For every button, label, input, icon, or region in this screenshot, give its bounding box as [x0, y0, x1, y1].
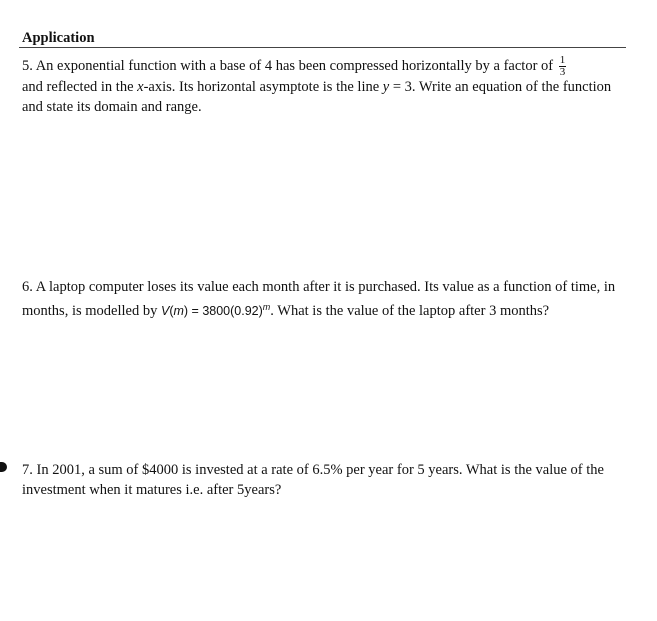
q6-formula-rhs: = 3800(0.92)	[188, 303, 263, 318]
q5-var-x: x	[137, 79, 144, 95]
q6-formula-arg: m	[173, 303, 184, 318]
section-heading: Application	[22, 30, 95, 46]
q6-formula-open: (	[169, 303, 174, 318]
q7-text: 7. In 2001, a sum of $4000 is invested at a rate of 6.5% per year for 5 years. What is the value of the investment when it matures i.e. after 5years?	[22, 462, 604, 498]
q6-formula	[160, 301, 271, 318]
question-5	[22, 55, 620, 117]
q5-fraction-numerator: 1	[559, 54, 566, 66]
question-7	[22, 461, 620, 500]
q6-tail: . What is the value of the laptop after 3 months?	[270, 302, 550, 319]
q5-lead: 5. An exponential function with a base of 4 has been compressed horizontally by a factor of	[22, 57, 554, 74]
q5-part3: -axis. Its horizontal asymptote is the line	[143, 79, 383, 95]
q5-part4: Write an equation of the function and state its domain and range.	[22, 79, 612, 115]
q6-formula-exponent: m	[262, 301, 271, 312]
q6-lead: 6. A laptop computer loses its value each month after it is purchased. Its value as a function of time, in months, is modelled by	[22, 279, 616, 319]
q6-formula-fn: V	[160, 303, 170, 318]
question-6	[22, 278, 620, 321]
q6-formula-close: )	[183, 303, 189, 318]
q5-var-y: y	[382, 79, 390, 95]
q5-eq: = 3.	[389, 79, 416, 95]
q5-fraction	[559, 55, 567, 78]
q5-part2: and reflected in the	[22, 79, 138, 95]
margin-edge-mark	[0, 462, 7, 472]
heading-divider	[19, 47, 626, 48]
q5-fraction-denominator: 3	[559, 66, 566, 78]
